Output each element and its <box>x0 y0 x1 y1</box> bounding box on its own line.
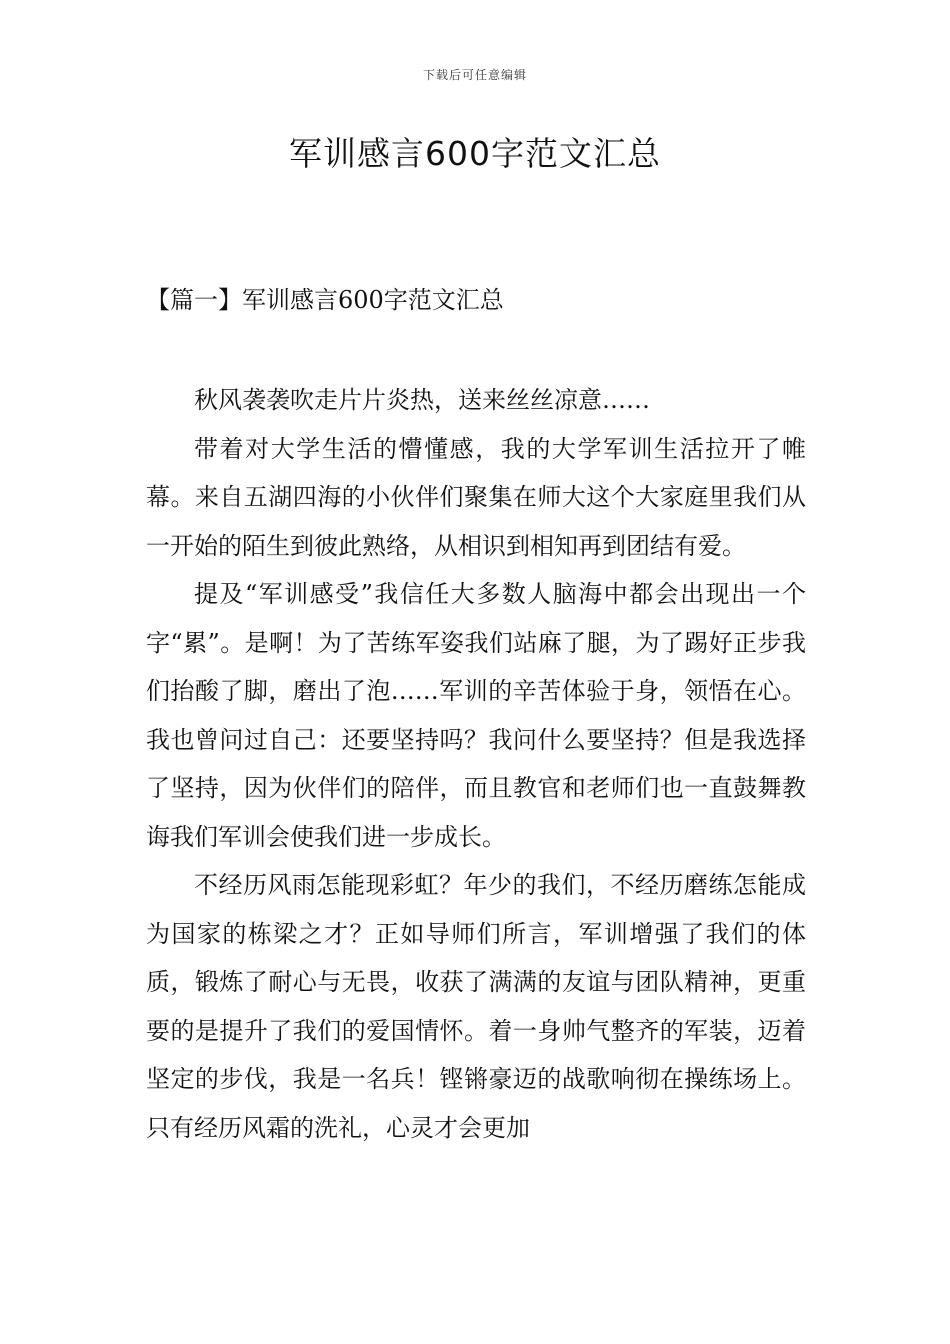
paragraph: 不经历风雨怎能现彩虹？年少的我们，不经历磨练怎能成为国家的栋梁之才？正如导师们所言，军训增强了我们的体质，锻炼了耐心与无畏，收获了满满的友谊与团队精神，更重要的是提升了我们的爱国情怀。着一身帅气整齐的军装，迈着坚定的步伐，我是一名兵！铿锵豪迈的战歌响彻在操练场上。只有经历风霜的洗礼，心灵才会更加 <box>146 871 806 1142</box>
paragraph: 带着对大学生活的懵懂感，我的大学军训生活拉开了帷幕。来自五湖四海的小伙伴们聚集在师大这个大家庭里我们从一开始的陌生到彼此熟络，从相识到相知再到团结有爱。 <box>146 434 806 560</box>
section-heading: 【篇一】军训感言600字范文汇总 <box>146 286 504 314</box>
paragraph: 秋风袭袭吹走片片炎热，送来丝丝凉意…… <box>194 386 650 414</box>
document-title: 军训感言600字范文汇总 <box>289 134 661 173</box>
paragraph: 提及“军训感受”我信任大多数人脑海中都会出现出一个字“累”。是啊！为了苦练军姿我们站麻了腿，为了踢好正步我们抬酸了脚，磨出了泡……军训的辛苦体验于身，领悟在心。我也曾问过自己：还要坚持吗？我问什么要坚持？但是我选择了坚持，因为伙伴们的陪伴，而且教官和老师们也一直鼓舞教诲我们军训会使我们进一步成长。 <box>146 580 806 851</box>
body-text <box>146 376 806 1152</box>
header-note: 下载后可任意编辑 <box>422 68 527 82</box>
